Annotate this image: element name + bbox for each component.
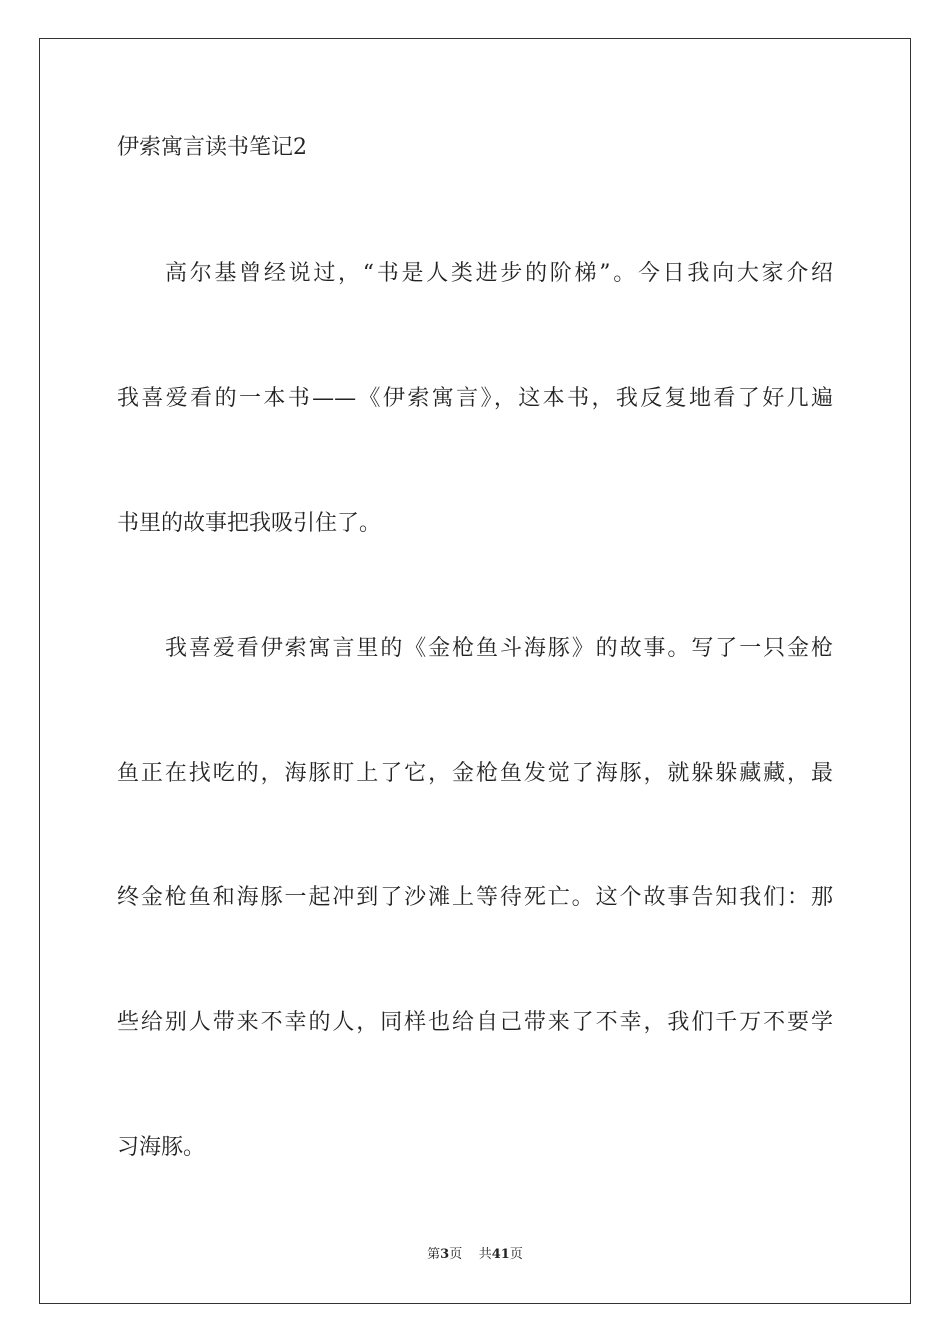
paragraph-1-line-3: 书里的故事把我吸引住了。 (117, 511, 382, 536)
paragraph-2-line-3: 终金枪鱼和海豚一起冲到了沙滩上等待死亡。这个故事告知我们：那 (117, 885, 833, 910)
footer-page-prefix: 第 (427, 1247, 441, 1262)
footer-total-suffix: 页 (509, 1247, 523, 1262)
paragraph-2-line-5: 习海豚。 (117, 1135, 206, 1160)
page-border (39, 38, 911, 1304)
footer-page-suffix: 页 (449, 1247, 463, 1262)
paragraph-2-line-2: 鱼正在找吃的，海豚盯上了它，金枪鱼发觉了海豚，就躲躲藏藏，最 (117, 761, 833, 786)
document-title: 伊索寓言读书笔记2 (117, 135, 307, 160)
paragraph-1-line-2: 我喜爱看的一本书——《伊索寓言》，这本书，我反复地看了好几遍 (117, 386, 833, 411)
footer-total-prefix: 共 (478, 1247, 492, 1262)
paragraph-2-line-4: 些给别人带来不幸的人，同样也给自己带来了不幸，我们千万不要学 (117, 1010, 833, 1035)
paragraph-2-line-1: 我喜爱看伊索寓言里的《金枪鱼斗海豚》的故事。写了一只金枪 (165, 636, 833, 661)
paragraph-1-line-1: 高尔基曾经说过，“书是人类进步的阶梯”。今日我向大家介绍 (165, 261, 833, 286)
footer-total-pages: 41 (491, 1247, 510, 1262)
page-footer (0, 1246, 950, 1264)
footer-page-number: 3 (440, 1247, 450, 1262)
